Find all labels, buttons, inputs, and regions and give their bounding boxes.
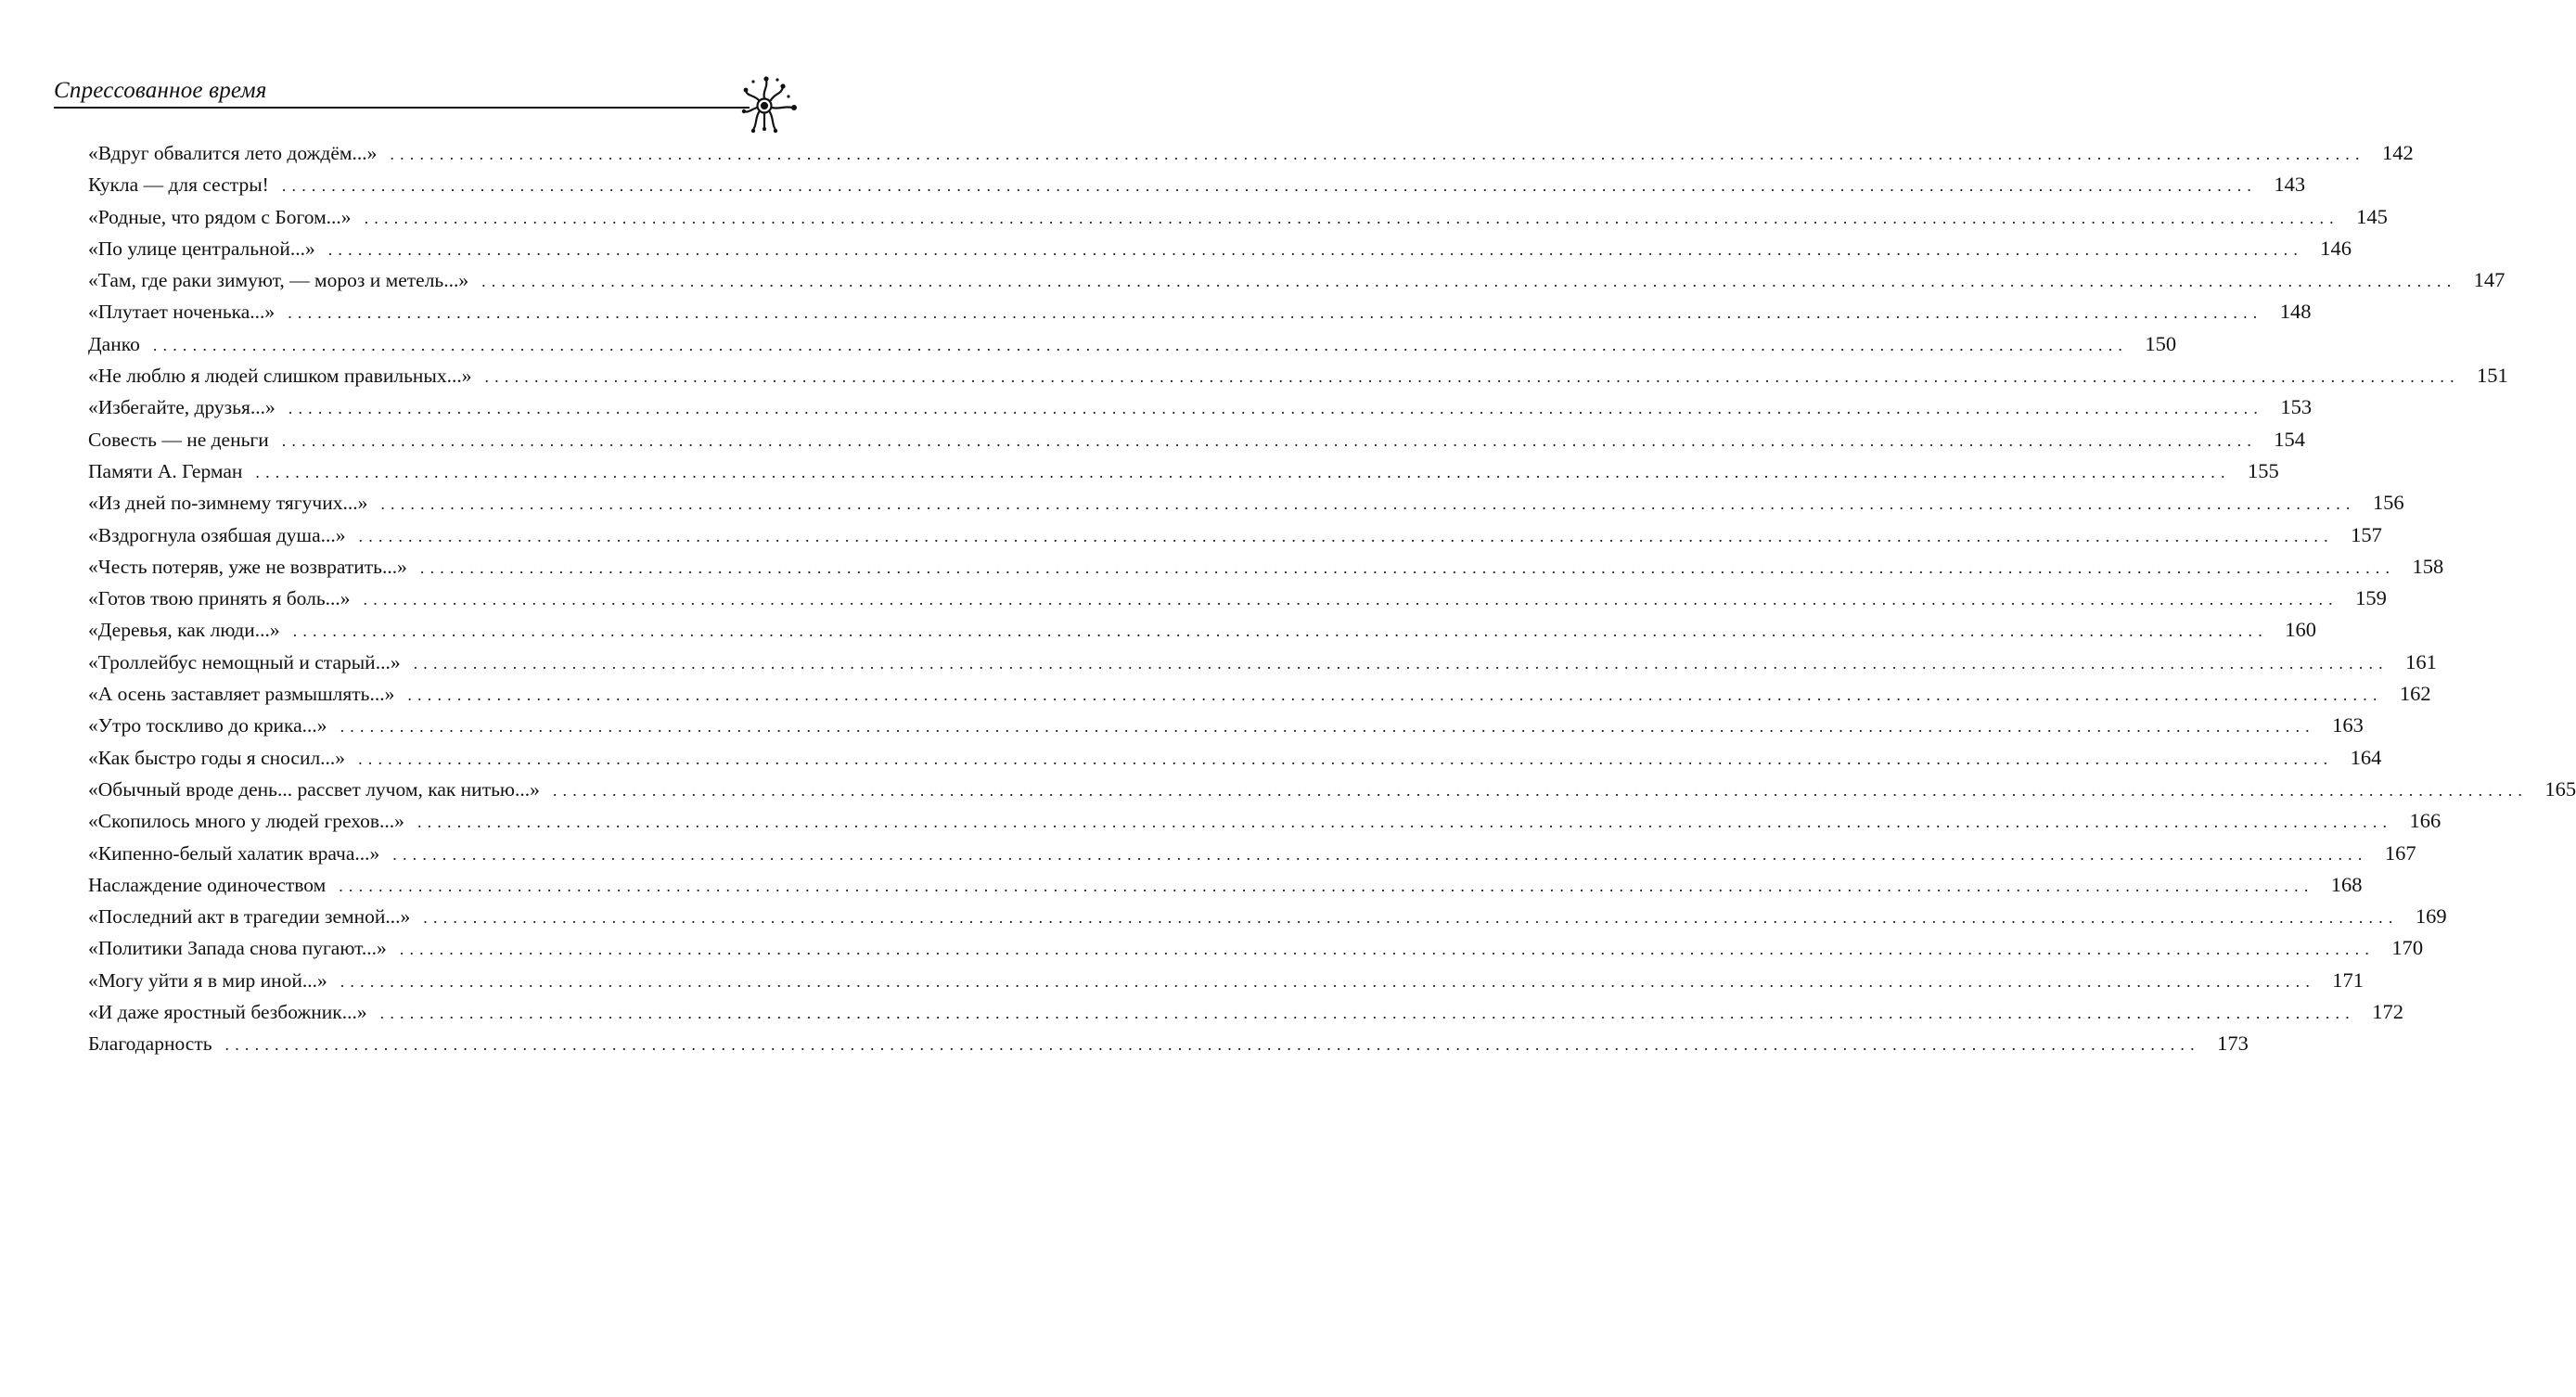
toc-dot-leader: ....................................................................................................................................................................................................... bbox=[392, 844, 2368, 864]
toc-entry-title: «Политики Запада снова пугают...» bbox=[88, 937, 387, 960]
toc-entry-title: «И даже яростный безбожник...» bbox=[88, 1001, 367, 1024]
toc-entry-title: «Последний акт в трагедии земной...» bbox=[88, 905, 411, 929]
toc-dot-leader: ....................................................................................................................................................................................................... bbox=[481, 272, 2457, 291]
toc-entry bbox=[88, 869, 2363, 901]
toc-dot-leader: ....................................................................................................................................................................................................... bbox=[364, 208, 2339, 227]
toc-entry-title: «Родные, что рядом с Богом...» bbox=[88, 205, 352, 228]
toc-entry bbox=[88, 296, 2312, 327]
toc-dot-leader: ....................................................................................................................................................................................................... bbox=[413, 653, 2389, 673]
toc-entry-title: «Честь потеряв, уже не возвратить...» bbox=[88, 555, 407, 578]
toc-dot-leader: ....................................................................................................................................................................................................... bbox=[379, 1004, 2355, 1023]
toc-dot-leader: ....................................................................................................................................................................................................... bbox=[390, 145, 2365, 163]
running-head bbox=[54, 72, 805, 119]
toc-entry-page-number: 164 bbox=[2350, 745, 2382, 769]
toc-entry-title: Данко bbox=[88, 332, 140, 355]
toc-entry-page-number: 163 bbox=[2332, 713, 2364, 737]
toc-entry bbox=[88, 774, 2576, 805]
toc-entry bbox=[88, 391, 2313, 423]
toc-entry bbox=[88, 424, 2306, 455]
toc-entry-page-number: 160 bbox=[2285, 618, 2316, 642]
toc-entry-title: «Вздрогнула озябшая душа...» bbox=[88, 523, 346, 546]
toc-entry bbox=[88, 487, 2404, 519]
toc-entry-page-number: 148 bbox=[2279, 300, 2312, 324]
toc-entry-page-number: 142 bbox=[2381, 141, 2414, 164]
toc-entry-page-number: 171 bbox=[2332, 968, 2365, 992]
toc-entry bbox=[88, 551, 2444, 583]
toc-entry bbox=[88, 742, 2382, 774]
toc-entry-page-number: 162 bbox=[2399, 682, 2431, 706]
toc-entry-page-number: 155 bbox=[2247, 458, 2279, 482]
toc-dot-leader: ....................................................................................................................................................................................................... bbox=[380, 494, 2356, 514]
toc-entry bbox=[88, 838, 2416, 869]
toc-entry bbox=[88, 455, 2279, 487]
header-rule bbox=[54, 107, 750, 109]
toc-dot-leader: ....................................................................................................................................................................................................... bbox=[340, 971, 2316, 991]
toc-entry-title: «Обычный вроде день... рассвет лучом, как нитью...» bbox=[88, 777, 540, 801]
toc-dot-leader: ....................................................................................................................................................................................................... bbox=[417, 813, 2393, 832]
toc-entry-title: «Утро тоскливо до крика...» bbox=[88, 714, 327, 737]
toc-entry-title: Памяти А. Герман bbox=[88, 459, 243, 482]
toc-dot-leader: ....................................................................................................................................................................................................... bbox=[152, 335, 2129, 354]
toc-entry-title: «Могу уйти я в мир иной...» bbox=[88, 968, 327, 992]
toc-entry bbox=[88, 965, 2365, 996]
toc-entry-page-number: 143 bbox=[2274, 173, 2306, 197]
toc-dot-leader: ....................................................................................................................................................................................................... bbox=[484, 367, 2460, 387]
toc-entry-page-number: 165 bbox=[2544, 776, 2576, 801]
toc-entry-title: «Вдруг обвалится лето дождём...» bbox=[88, 142, 378, 164]
toc-entry-title: «По улице центральной...» bbox=[88, 237, 315, 260]
toc-entry-title: «Как быстро годы я сносил...» bbox=[88, 746, 346, 769]
toc-entry bbox=[88, 614, 2316, 646]
toc-entry-page-number: 161 bbox=[2405, 649, 2437, 673]
toc-entry-page-number: 169 bbox=[2415, 904, 2447, 929]
toc-entry-page-number: 157 bbox=[2351, 522, 2382, 546]
toc-dot-leader: ....................................................................................................................................................................................................... bbox=[423, 908, 2399, 928]
toc-entry-title: «Готов твою принять я боль...» bbox=[88, 587, 351, 610]
toc-entry-title: «Кипенно-белый халатик врача...» bbox=[88, 841, 380, 865]
toc-entry-page-number: 147 bbox=[2473, 268, 2506, 292]
toc-entry-page-number: 153 bbox=[2280, 395, 2313, 419]
toc-entry bbox=[88, 710, 2364, 741]
running-head-title: Спрессованное время bbox=[54, 78, 267, 103]
toc-dot-leader: ....................................................................................................................................................................................................... bbox=[281, 176, 2258, 196]
toc-entry bbox=[88, 360, 2508, 391]
toc-entry-title: «Там, где раки зимуют, — мороз и метель...» bbox=[88, 269, 469, 292]
toc-entry-page-number: 145 bbox=[2356, 204, 2388, 228]
toc-entry-page-number: 159 bbox=[2355, 586, 2387, 610]
toc-dot-leader: ....................................................................................................................................................................................................... bbox=[552, 780, 2529, 800]
toc-dot-leader: ....................................................................................................................................................................................................... bbox=[288, 303, 2263, 323]
toc-dot-leader: ....................................................................................................................................................................................................... bbox=[327, 239, 2304, 259]
toc-entry-title: «Троллейбус немощный и старый...» bbox=[88, 650, 401, 673]
toc-entry-page-number: 146 bbox=[2320, 236, 2352, 260]
toc-dot-leader: ....................................................................................................................................................................................................... bbox=[399, 940, 2376, 959]
toc-dot-leader: ....................................................................................................................................................................................................... bbox=[358, 749, 2334, 768]
toc-entry-title: Благодарность bbox=[88, 1032, 212, 1056]
toc-entry-page-number: 166 bbox=[2409, 809, 2441, 833]
toc-entry-page-number: 151 bbox=[2477, 364, 2508, 388]
toc-entry-title: «Из дней по-зимнему тягучих...» bbox=[88, 492, 368, 515]
toc-entry-page-number: 168 bbox=[2330, 872, 2363, 896]
toc-entry-page-number: 167 bbox=[2384, 840, 2416, 865]
toc-entry-title: «Деревья, как люди...» bbox=[88, 619, 280, 642]
toc-dot-leader: ....................................................................................................................................................................................................... bbox=[281, 430, 2258, 450]
toc-entry bbox=[88, 137, 2414, 169]
toc-entry-title: «Плутает ноченька...» bbox=[88, 301, 276, 324]
floral-ornament-icon bbox=[740, 72, 801, 134]
toc-entry bbox=[88, 678, 2431, 710]
toc-entry-title: «Скопилось много у людей грехов...» bbox=[88, 810, 404, 833]
toc-dot-leader: ....................................................................................................................................................................................................... bbox=[292, 622, 2268, 641]
toc-entry bbox=[88, 201, 2388, 233]
toc-entry-title: Кукла — для сестры! bbox=[88, 173, 269, 197]
toc-entry-page-number: 158 bbox=[2412, 554, 2444, 578]
toc-entry-page-number: 173 bbox=[2217, 1032, 2249, 1056]
toc-dot-leader: ....................................................................................................................................................................................................... bbox=[340, 717, 2315, 737]
toc-dot-leader: ....................................................................................................................................................................................................... bbox=[363, 590, 2339, 609]
toc-entry-title: «Избегайте, друзья...» bbox=[88, 396, 276, 419]
toc-entry-page-number: 156 bbox=[2372, 491, 2404, 515]
toc-dot-leader: ....................................................................................................................................................................................................... bbox=[339, 876, 2314, 895]
toc-entry bbox=[88, 264, 2506, 296]
toc-dot-leader: ....................................................................................................................................................................................................... bbox=[358, 526, 2334, 545]
toc-entry-title: «А осень заставляет размышлять...» bbox=[88, 683, 395, 706]
toc-dot-leader: ....................................................................................................................................................................................................... bbox=[407, 686, 2383, 705]
toc-entry-page-number: 154 bbox=[2274, 427, 2306, 451]
toc-entry-title: Совесть — не деньги bbox=[88, 428, 269, 451]
toc-entry bbox=[88, 1028, 2249, 1059]
toc-entry bbox=[88, 901, 2447, 932]
toc-entry-title: «Не люблю я людей слишком правильных...» bbox=[88, 365, 472, 388]
toc-entry-page-number: 150 bbox=[2145, 331, 2177, 355]
toc-entry bbox=[88, 233, 2352, 264]
toc-entry bbox=[88, 996, 2403, 1028]
toc-entry bbox=[88, 169, 2306, 200]
toc-entry-page-number: 170 bbox=[2391, 936, 2424, 960]
toc-entry bbox=[88, 805, 2441, 837]
table-of-contents bbox=[88, 137, 2576, 1060]
toc-entry bbox=[88, 647, 2437, 678]
toc-entry bbox=[88, 519, 2382, 551]
toc-entry bbox=[88, 583, 2387, 614]
toc-dot-leader: ....................................................................................................................................................................................................... bbox=[419, 558, 2396, 577]
toc-entry-title: Наслаждение одиночеством bbox=[88, 873, 327, 896]
toc-entry-page-number: 172 bbox=[2372, 1000, 2403, 1024]
toc-entry bbox=[88, 328, 2177, 360]
toc-dot-leader: ....................................................................................................................................................................................................... bbox=[255, 462, 2231, 481]
toc-entry bbox=[88, 932, 2424, 964]
toc-dot-leader: ....................................................................................................................................................................................................... bbox=[288, 399, 2264, 418]
toc-dot-leader: ....................................................................................................................................................................................................... bbox=[224, 1035, 2200, 1055]
